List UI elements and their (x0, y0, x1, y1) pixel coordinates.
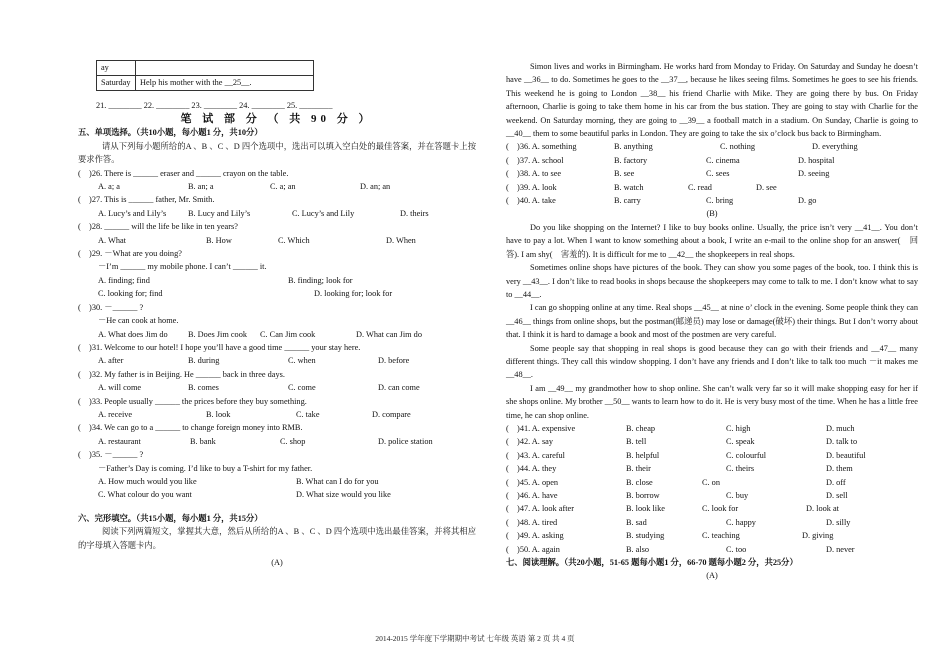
option: B. cheap (626, 423, 656, 433)
section-6-instruction: 阅读下列两篇短文，掌握其大意，然后从所给的A 、B 、C 、D 四个选项中选出最佳答案，并将其相应的字母填入答题卡内。 (78, 527, 476, 550)
option: B. factory (614, 155, 648, 165)
passage-b-paragraph-1: Do you like shopping on the Internet? I like to buy books online. Usually, the price isn’t very __41__. You don’t have to pay a lot. When I want to know something about a book, I write an e-mail to the online shop for an answer( 回答). I am shy( 害羞的). It is difficult for me to __42__ the shopkeepers in real shops. (506, 222, 918, 259)
option-stem: ( )47. A. look after (506, 504, 574, 514)
section-7-heading: 七、阅读理解。（共20小题，51-65 题每小题1 分，66-70 题每小题2 分，共25分） (506, 558, 798, 568)
question-35-sub: －Father’s Day is coming. I’d like to buy a T-shirt for my father. (98, 463, 313, 473)
options-29a (78, 274, 476, 287)
option: A. receive (98, 409, 133, 419)
option: D. seeing (798, 169, 830, 179)
option: C. What colour do you want (98, 490, 192, 500)
option-stem: ( )36. A. something (506, 142, 577, 152)
option: C. Which (278, 235, 310, 245)
question-29-sub: －I’m ______ my mobile phone. I can’t ______ it. (98, 262, 267, 272)
option: B. watch (614, 182, 644, 192)
option: D. What can Jim do (356, 329, 422, 339)
section-7-label-a: (A) (706, 571, 718, 581)
section-5-instruction: 请从下列每小题所给的A 、B 、C 、D 四个选项中，选出可以填入空白处的最佳答案，并在答题卡上按要求作答。 (78, 141, 476, 165)
passage-b-paragraph-3: I can go shopping online at any time. Real shops __45__ at nine o’ clock in the evening. Some people think they can __46__ things from online shops, but the postman(邮递员) may lose or damage(破坏) their things. But I don’t worry about that. I think it is hard to damage a book and most of the postmen are very careful. (506, 303, 918, 340)
option: B. look like (626, 504, 665, 514)
option: B. an; a (188, 182, 214, 192)
option-stem: ( )50. A. again (506, 544, 560, 554)
option-stem: ( )40. A. take (506, 196, 556, 206)
option: C. happy (726, 517, 756, 527)
option: D. go (798, 196, 817, 206)
option: C. a; an (270, 182, 296, 192)
section-6-heading: 六、完形填空。（共15小题，每小题1 分，共15分） (78, 513, 263, 523)
options-36 (506, 140, 918, 153)
options-38 (506, 167, 918, 180)
option: D. much (826, 423, 855, 433)
options-47 (506, 502, 918, 515)
option: D. an; an (360, 182, 391, 192)
table-row (97, 76, 314, 91)
options-46 (506, 489, 918, 502)
option: B. helpful (626, 450, 660, 460)
option-stem: ( )46. A. have (506, 491, 558, 500)
option: C. take (296, 409, 320, 419)
option: B. comes (188, 383, 219, 393)
option: B. during (188, 356, 220, 366)
schedule-table (96, 60, 314, 91)
table-cell-day: Saturday (97, 76, 136, 91)
option: B. sad (626, 517, 647, 527)
option-stem: ( )44. A. they (506, 464, 557, 474)
option: A. after (98, 356, 124, 366)
options-44 (506, 462, 918, 475)
written-section-title: 笔 试 部 分 （ 共 90 分 ） (180, 113, 374, 126)
options-30 (78, 328, 476, 341)
option-stem: ( )38. A. to see (506, 169, 562, 179)
option: C. when (288, 356, 316, 366)
option: B. close (626, 477, 653, 487)
options-35b (78, 488, 476, 501)
option: C. speak (726, 437, 755, 447)
options-45 (506, 476, 918, 489)
option: B. bank (190, 436, 216, 446)
table-cell-plan (136, 61, 314, 76)
question-29: ( )29. －What are you doing? (78, 249, 182, 259)
option: D. What size would you like (296, 490, 391, 500)
option: C. on (702, 477, 720, 487)
question-27: ( )27. This is ______ father, Mr. Smith. (78, 195, 215, 205)
option: B. studying (626, 531, 665, 541)
option: B. their (626, 464, 651, 474)
passage-b-label: (B) (706, 209, 718, 219)
options-32 (78, 381, 476, 394)
option: B. tell (626, 437, 647, 447)
option: D. look at (806, 504, 839, 514)
option: B. carry (614, 196, 641, 206)
option: D. beautiful (826, 450, 866, 460)
passage-b-paragraph-4: Some people say that shopping in real shops is good because they can go with their friends and __47__ many different things. They call this window shopping. I don’t have any friends and I don’t like to talk too much －it makes me __48__. (506, 343, 918, 380)
table-row (97, 61, 314, 76)
option: D. off (826, 477, 846, 487)
options-42 (506, 435, 918, 448)
option: A. a; a (98, 182, 120, 192)
option: B. borrow (626, 491, 660, 500)
option: B. Does Jim cook (188, 329, 247, 339)
question-35: ( )35. －______ ? (78, 450, 144, 460)
option: B. also (626, 544, 650, 554)
options-40 (506, 194, 918, 207)
option: A. What does Jim do (98, 329, 168, 339)
option: D. silly (826, 517, 851, 527)
option: D. sell (826, 491, 848, 500)
option: D. giving (802, 531, 834, 541)
option: C. nothing (720, 142, 756, 152)
option: B. finding; look for (288, 275, 353, 285)
right-column (506, 60, 918, 583)
options-26 (78, 180, 476, 193)
option: D. When (386, 235, 416, 245)
option: A. What (98, 235, 126, 245)
section-6-label-a: (A) (271, 558, 283, 567)
option-stem: ( )48. A. tired (506, 517, 558, 527)
page-footer: 2014-2015 学年度下学期期中考试 七年级 英语 第 2 页 共 4 页 (375, 634, 575, 643)
option-stem: ( )39. A. look (506, 182, 557, 192)
left-column (78, 60, 476, 569)
option: C. cinema (706, 155, 740, 165)
options-49 (506, 529, 918, 542)
option: D. can come (378, 383, 420, 393)
options-27 (78, 207, 476, 220)
option: B. anything (614, 142, 653, 152)
options-43 (506, 449, 918, 462)
option-stem: ( )42. A. say (506, 437, 554, 447)
question-28: ( )28. ______ will the life be like in ten years? (78, 222, 238, 232)
option: C. teaching (702, 531, 740, 541)
option: A. Lucy’s and Lily’s (98, 208, 167, 218)
options-29b (78, 287, 476, 300)
passage-a: Simon lives and works in Birmingham. He works hard from Monday to Friday. On Saturday and Sunday he doesn’t have __36__ to do. Sometimes he goes to the __37__, because he likes seeing films. Sometimes he goes to see his friends. This weekend he is going to London __38__ his friend Charlie with Mike. They are going there by bus. On Friday afternoon, Charlie is going to take them home in his car from the bus station. They are going to stay with Charlie for the weekend. On Saturday morning, they are going to __39__ a football match in a stadium. On Sunday, Charlie is going to __40__ them to some beautiful parks in London. They are going to take the six o’clock bus back to Birmingham. (506, 62, 918, 139)
options-33 (78, 408, 476, 421)
option: D. police station (378, 436, 433, 446)
option: C. come (288, 383, 316, 393)
option: B. How (206, 235, 232, 245)
options-34 (78, 435, 476, 448)
option: C. high (726, 423, 751, 433)
question-26: ( )26. There is ______ eraser and ______ crayon on the table. (78, 168, 289, 178)
option: B. Lucy and Lily’s (188, 208, 251, 218)
option-stem: ( )45. A. open (506, 477, 559, 487)
option: A. restaurant (98, 436, 141, 446)
table-cell-day: ay (97, 61, 136, 76)
section-5-heading: 五、单项选择。（共10小题，每小题1 分，共10分） (78, 128, 263, 138)
options-28 (78, 234, 476, 247)
question-32: ( )32. My father is in Beijing. He ______ back in three days. (78, 369, 285, 379)
option: B. see (614, 169, 635, 179)
question-30-sub: －He can cook at home. (98, 316, 179, 326)
option: D. looking for; look for (314, 289, 393, 299)
table-cell-plan: Help his mother with the __25__. (136, 76, 314, 91)
option: C. too (726, 544, 747, 554)
option-stem: ( )37. A. school (506, 155, 564, 165)
option: B. What can I do for you (296, 476, 379, 486)
passage-b-paragraph-2: Sometimes online shops have pictures of the book. They can show you some pages of the book, too. I think this is very __43__. I don’t like to read books in shops because the shopkeepers may come to talk to me. I don’t know what to say to __44__. (506, 263, 918, 299)
option: A. How much would you like (98, 476, 197, 486)
option: C. colourful (726, 450, 767, 460)
option: C. buy (726, 491, 749, 500)
options-31 (78, 354, 476, 367)
question-33: ( )33. People usually ______ the prices before they buy something. (78, 396, 307, 406)
option-stem: ( )41. A. expensive (506, 423, 576, 433)
option: C. theirs (726, 464, 755, 474)
option: D. everything (812, 142, 858, 152)
options-41 (506, 422, 918, 435)
option: A. finding; find (98, 275, 150, 285)
option: B. look (206, 409, 231, 419)
option: C. read (688, 182, 712, 192)
question-31: ( )31. Welcome to our hotel! I hope you’ll have a good time ______ your stay here. (78, 342, 361, 352)
option: C. Lucy’s and Lily (292, 208, 355, 218)
question-34: ( )34. We can go to a ______ to change foreign money into RMB. (78, 423, 303, 433)
answer-blanks: 21. ________ 22. ________ 23. ________ 24. ________ 25. ________ (96, 101, 333, 110)
option: C. looking for; find (98, 289, 163, 299)
options-50 (506, 543, 918, 556)
options-35a (78, 475, 476, 488)
option: C. look for (702, 504, 739, 514)
options-39 (506, 181, 918, 194)
option: D. talk to (826, 437, 858, 447)
option: C. shop (280, 436, 306, 446)
option: C. sees (706, 169, 730, 179)
option: D. hospital (798, 155, 835, 165)
option: D. never (826, 544, 855, 554)
option: D. theirs (400, 208, 429, 218)
question-30: ( )30. －______ ? (78, 302, 144, 312)
option: D. compare (372, 409, 411, 419)
option: D. them (826, 464, 853, 474)
option: C. Can Jim cook (260, 329, 316, 339)
option: D. before (378, 356, 410, 366)
option: D. see (756, 182, 777, 192)
options-48 (506, 516, 918, 529)
option-stem: ( )49. A. asking (506, 531, 564, 541)
option-stem: ( )43. A. careful (506, 450, 565, 460)
passage-b-paragraph-5: I am __49__ my grandmother how to shop online. She can’t walk very far so it will make shopping easy for her if she shops online. My brother __50__ wants to learn how to do it. He is very busy most of the time. When he has a little free time, he can shop online. (506, 383, 918, 420)
options-37 (506, 154, 918, 167)
option: C. bring (706, 196, 734, 206)
option: A. will come (98, 383, 142, 393)
